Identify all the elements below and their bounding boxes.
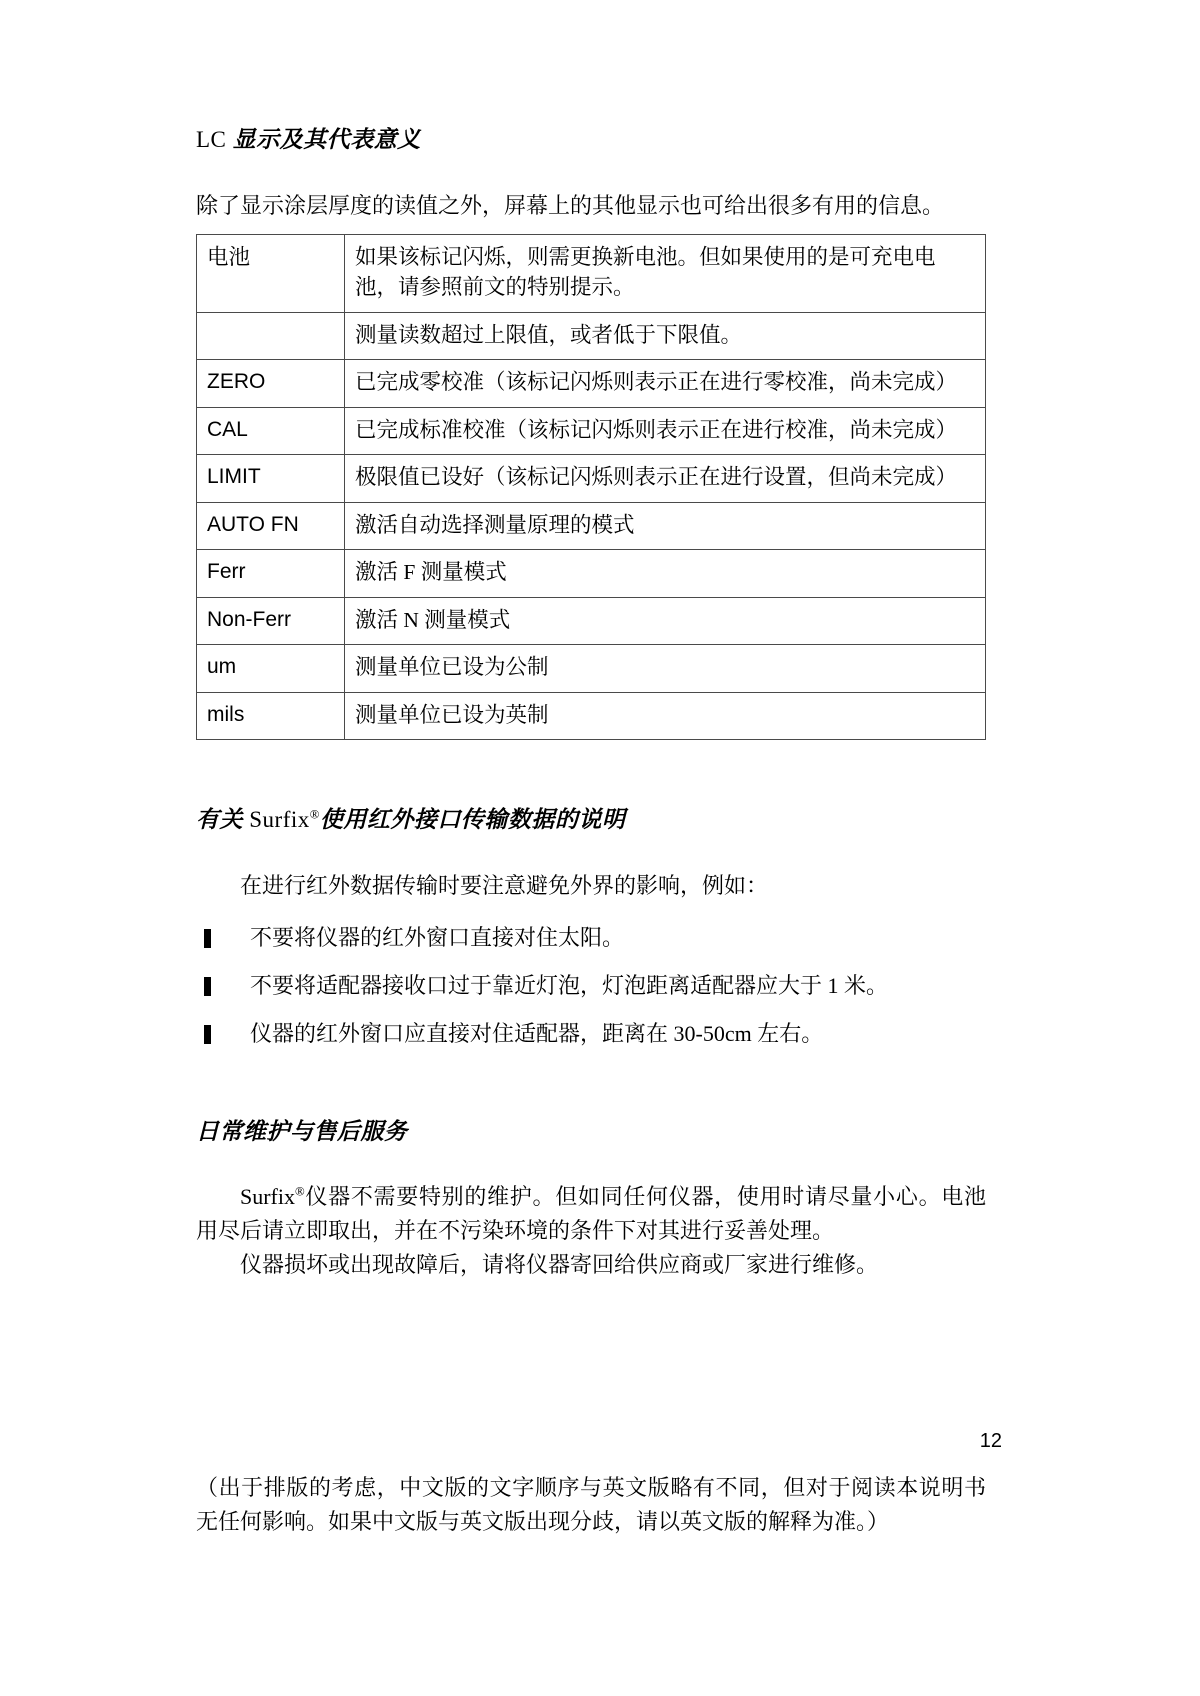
list-item-label: 不要将仪器的红外窗口直接对住太阳。 — [250, 925, 625, 951]
filled-bar-bullet-icon — [204, 1025, 211, 1044]
table-cell-key: LIMIT — [197, 455, 345, 503]
table-cell-key: mils — [197, 692, 345, 740]
table-cell-key: Ferr — [197, 550, 345, 598]
table-cell-desc: 测量单位已设为英制 — [345, 692, 986, 740]
maintenance-paragraph-1 — [196, 1180, 986, 1248]
table-cell-key: um — [197, 645, 345, 693]
table-row — [197, 502, 986, 550]
section-heading-lcd-latin: LC — [196, 127, 227, 152]
brand-name-surfix: Surfix — [240, 1184, 295, 1210]
lcd-symbol-table-body — [197, 234, 986, 740]
section-heading-infrared-suffix: 使用红外接口传输数据的说明 — [319, 807, 626, 833]
table-cell-key: AUTO FN — [197, 502, 345, 550]
maintenance-paragraph-2: 仪器损坏或出现故障后，请将仪器寄回给供应商或厂家进行维修。 — [240, 1252, 879, 1278]
list-item-label: 不要将适配器接收口过于靠近灯泡，灯泡距离适配器应大于 1 米。 — [250, 973, 889, 999]
section-heading-lcd — [196, 126, 986, 155]
table-row — [197, 407, 986, 455]
list-item — [196, 969, 986, 1003]
list-item — [196, 921, 986, 955]
table-cell-key: Non-Ferr — [197, 597, 345, 645]
table-row — [197, 597, 986, 645]
section-heading-maintenance: 日常维护与售后服务 — [196, 1118, 408, 1144]
table-row — [197, 234, 986, 312]
infrared-intro-text: 在进行红外数据传输时要注意避免外界的影响，例如： — [240, 873, 769, 899]
section-heading-lcd-cjk: 显示及其代表意义 — [226, 127, 421, 152]
lcd-symbol-table — [196, 234, 986, 741]
table-row — [197, 360, 986, 408]
table-cell-key: ZERO — [197, 360, 345, 408]
lcd-intro-text: 除了显示涂层厚度的读值之外，屏幕上的其他显示也可给出很多有用的信息。 — [196, 192, 945, 218]
table-cell-key: CAL — [197, 407, 345, 455]
filled-bar-bullet-icon — [204, 977, 211, 996]
translation-note: （出于排版的考虑，中文版的文字顺序与英文版略有不同，但对于阅读本说明书无任何影响。如果中文版与英文版出现分歧，请以英文版的解释为准。） — [196, 1474, 986, 1535]
table-cell-key: 电池 — [197, 234, 345, 312]
list-item-label: 仪器的红外窗口应直接对住适配器，距离在 30-50cm 左右。 — [250, 1021, 824, 1047]
table-row — [197, 645, 986, 693]
page-number: 12 — [979, 1430, 1002, 1452]
table-cell-desc: 已完成零校准（该标记闪烁则表示正在进行零校准，尚未完成） — [345, 360, 986, 408]
table-cell-key — [197, 312, 345, 360]
maintenance-paragraph-1-text: 仪器不需要特别的维护。但如同任何仪器，使用时请尽量小心。电池用尽后请立即取出，并在不污染环境的条件下对其进行妥善处理。 — [196, 1184, 986, 1244]
table-cell-desc: 激活 F 测量模式 — [345, 550, 986, 598]
infrared-bullet-list — [196, 921, 986, 1051]
table-cell-desc: 激活 N 测量模式 — [345, 597, 986, 645]
table-cell-desc: 激活自动选择测量原理的模式 — [345, 502, 986, 550]
table-row — [197, 692, 986, 740]
table-cell-desc: 已完成标准校准（该标记闪烁则表示正在进行校准，尚未完成） — [345, 407, 986, 455]
registered-trademark-icon: ® — [309, 807, 320, 822]
page-content — [196, 126, 986, 1562]
table-row — [197, 455, 986, 503]
brand-name-surfix: Surfix — [249, 807, 310, 833]
list-item — [196, 1017, 986, 1051]
table-row — [197, 312, 986, 360]
filled-bar-bullet-icon — [204, 929, 211, 948]
table-cell-desc: 测量单位已设为公制 — [345, 645, 986, 693]
section-heading-infrared-prefix: 有关 — [196, 807, 250, 833]
registered-trademark-icon: ® — [295, 1184, 305, 1199]
table-cell-desc: 测量读数超过上限值，或者低于下限值。 — [345, 312, 986, 360]
section-heading-infrared — [196, 806, 986, 835]
table-cell-desc: 如果该标记闪烁，则需更换新电池。但如果使用的是可充电电池，请参照前文的特别提示。 — [345, 234, 986, 312]
table-cell-desc: 极限值已设好（该标记闪烁则表示正在进行设置，但尚未完成） — [345, 455, 986, 503]
table-row — [197, 550, 986, 598]
